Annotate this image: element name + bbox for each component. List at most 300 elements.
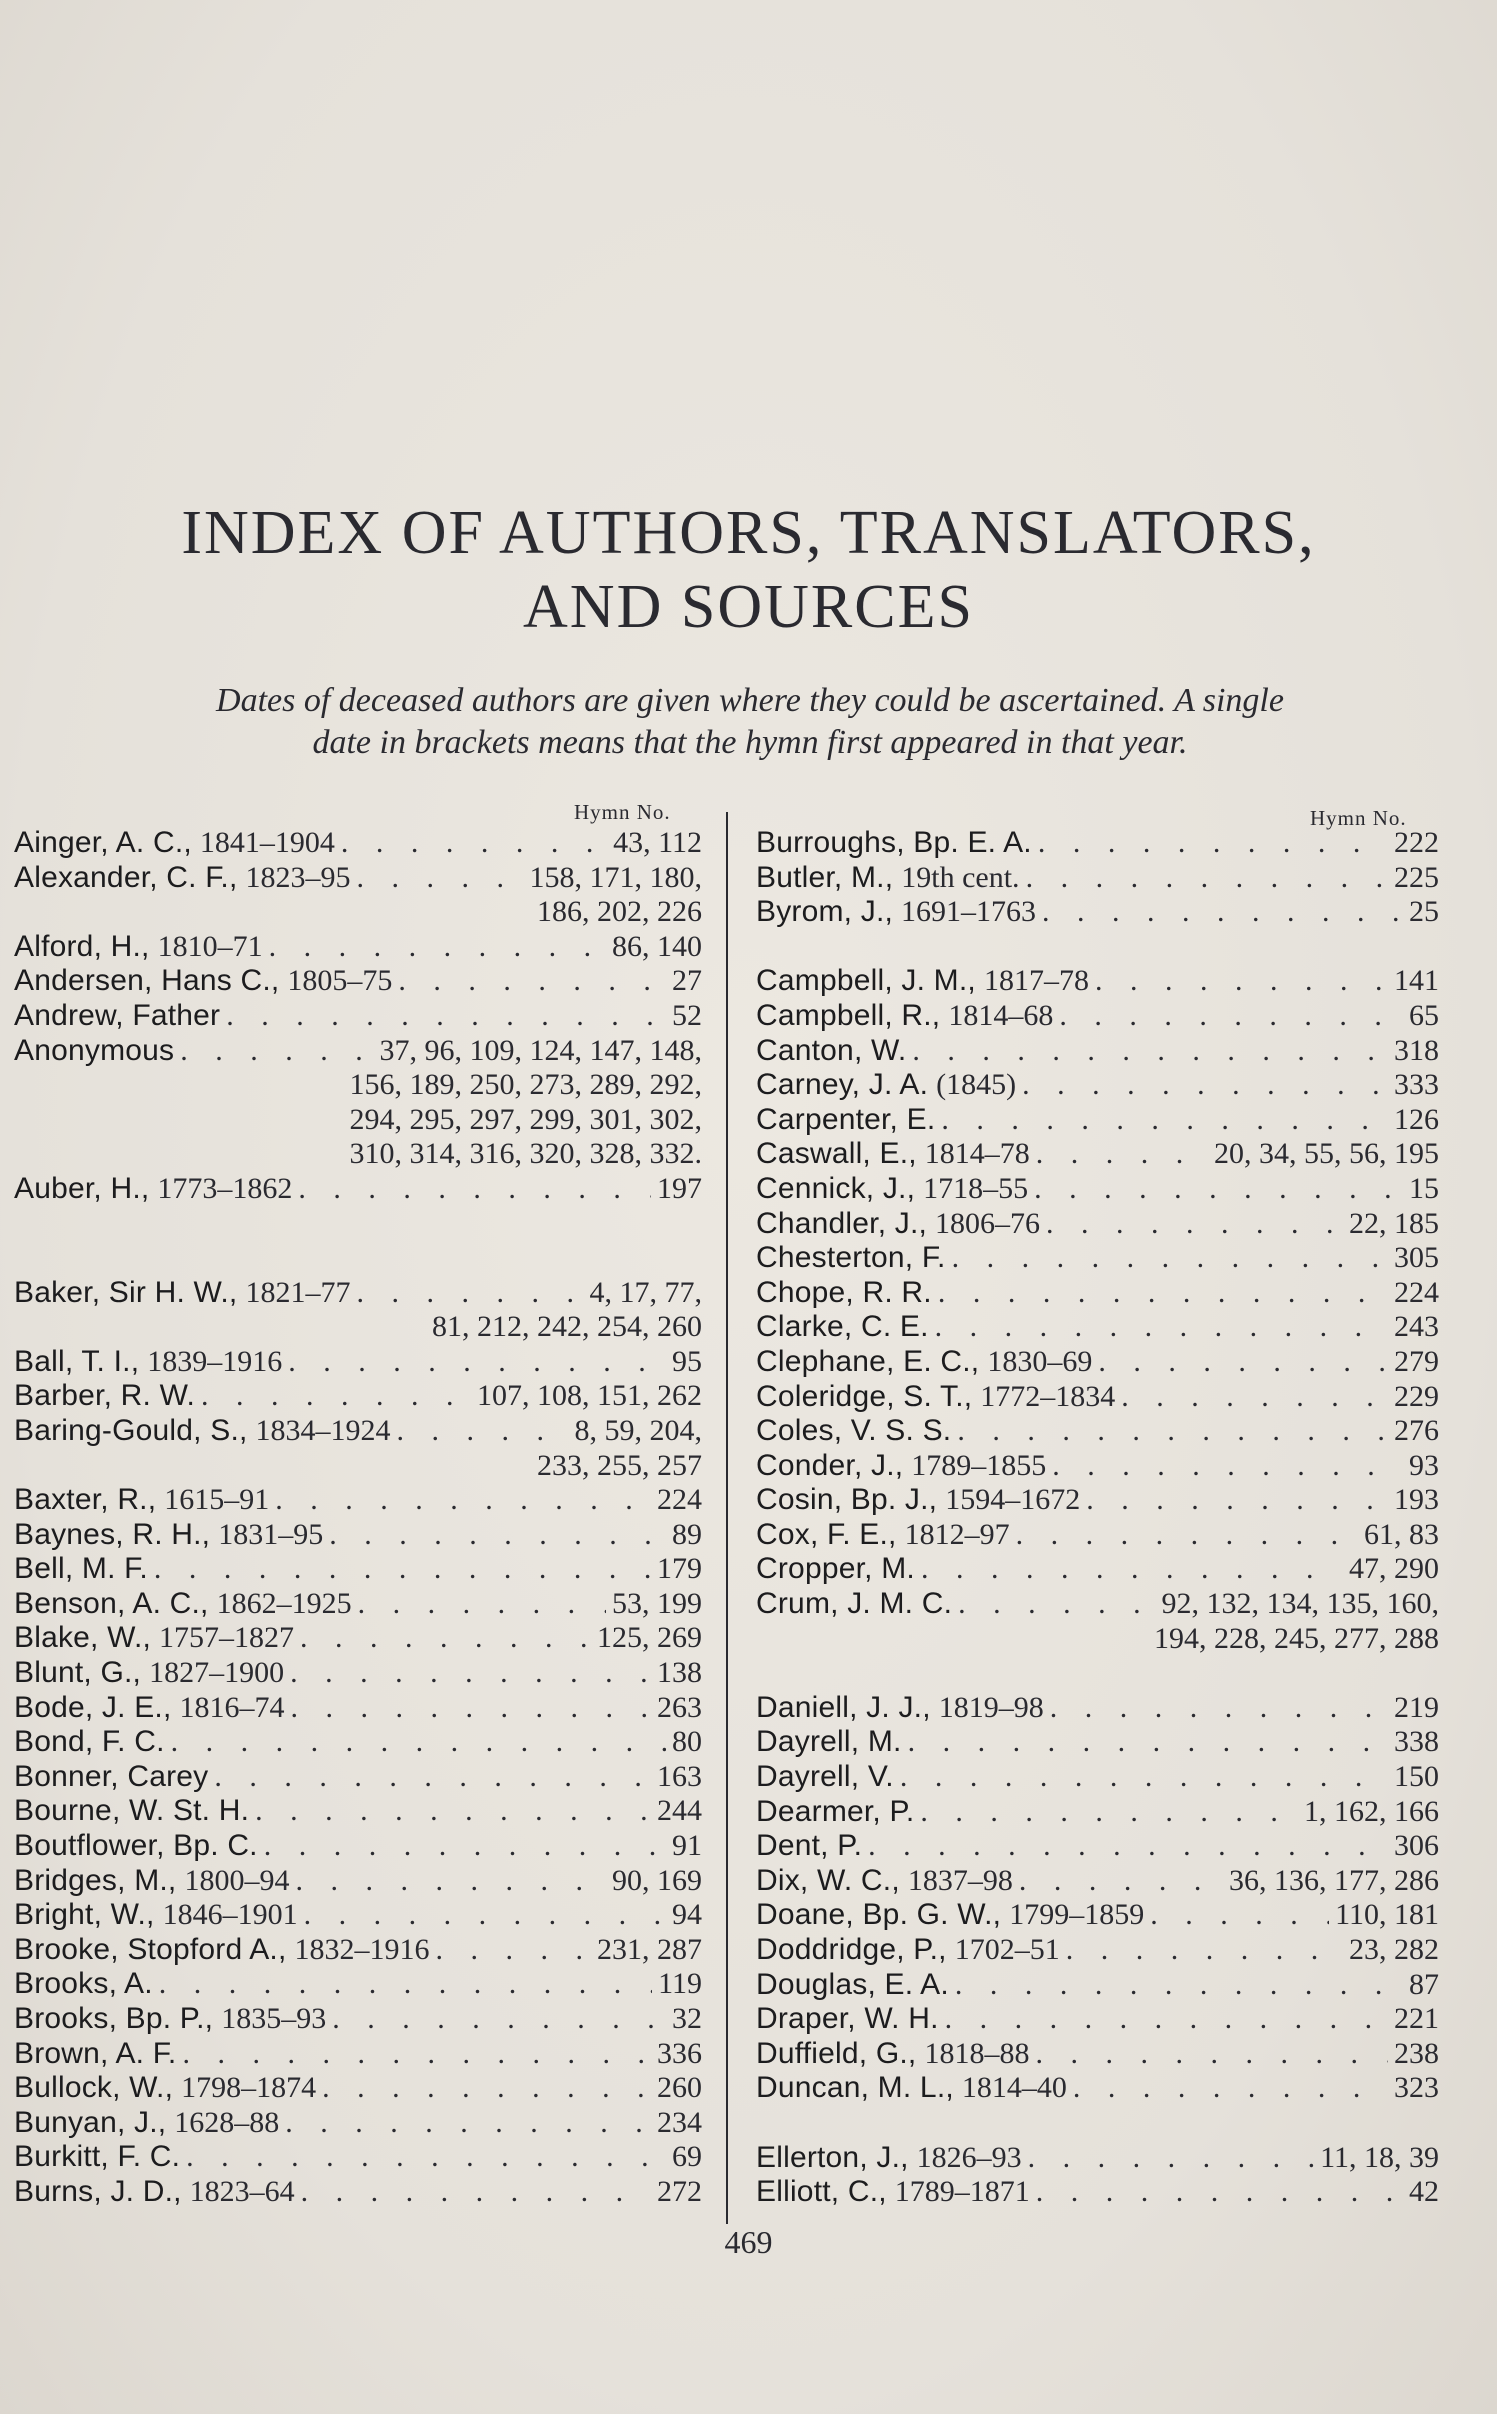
hymn-numbers: 231, 287 [597,1932,702,1966]
index-entry [756,1068,1439,1103]
index-entry [14,1898,702,1933]
hymn-numbers-continued: 233, 255, 257 [537,1448,702,1482]
column-divider [726,812,728,2224]
author-name: Dayrell, M. [756,1725,902,1759]
dot-leader [921,1552,1343,1587]
author-name: Bright, W., [14,1898,155,1932]
index-entry [14,861,702,930]
author-name: Bonner, Carey [14,1759,209,1793]
hymn-numbers: 86, 140 [612,929,702,963]
hymn-numbers: 234 [657,2105,702,2139]
author-dates: 1839–1916 [147,1344,283,1378]
letter-group-spacer [756,2106,1439,2141]
index-entry [14,1034,702,1172]
hymn-numbers-continued: 294, 295, 297, 299, 301, 302, [349,1102,702,1136]
dot-leader [1019,1864,1223,1899]
dot-leader [171,1725,666,1760]
index-entry [756,1691,1439,1726]
dot-leader [1022,1068,1388,1103]
hymn-numbers: 15 [1409,1171,1439,1205]
index-entry [756,1587,1439,1656]
author-name: Doane, Bp. G. W., [756,1898,1002,1932]
dot-leader [957,1414,1388,1449]
author-name: Dayrell, V. [756,1760,894,1794]
hymn-numbers: 141 [1394,964,1439,998]
author-dates: (1845) [936,1068,1017,1102]
dot-leader [955,1968,1403,2003]
author-name: Canton, W. [756,1033,907,1067]
author-dates: 1835–93 [221,2002,327,2035]
dot-leader [1050,1691,1388,1726]
index-entry [14,1276,702,1345]
index-entry [756,826,1439,861]
index-entry [14,1933,702,1968]
index-entry [14,1552,702,1587]
dot-leader [938,1276,1388,1311]
dot-leader [941,1103,1388,1138]
author-dates: 1830–69 [987,1344,1093,1378]
author-dates: 1834–1924 [255,1413,391,1447]
hymn-numbers: 126 [1394,1102,1439,1136]
index-entry [756,1933,1439,1968]
hymn-numbers: 338 [1394,1725,1439,1759]
index-title-line-2: AND SOURCES [523,573,974,641]
index-entry [14,1414,702,1483]
dot-leader [322,2071,651,2106]
author-dates: 1806–76 [935,1206,1041,1240]
index-entry [756,1207,1439,1242]
dot-leader [269,930,606,965]
hymn-numbers-continued: 81, 212, 242, 254, 260 [432,1310,702,1344]
index-entry [756,2002,1439,2037]
hymn-numbers: 179 [657,1552,702,1586]
author-dates: 1814–68 [948,998,1054,1032]
index-entry [14,1483,702,1518]
author-dates: 1772–1834 [980,1379,1116,1413]
author-dates: 1841–1904 [199,826,335,859]
index-entry [14,2106,702,2141]
index-entry [14,1760,702,1795]
dot-leader [1052,1449,1403,1484]
author-dates: 1846–1901 [162,1898,298,1932]
index-entry [14,2037,702,2072]
author-dates: 1594–1672 [945,1483,1081,1517]
author-dates: 1798–1874 [181,2071,317,2105]
author-name: Boutflower, Bp. C. [14,1829,258,1863]
index-entry [14,1829,702,1864]
author-name: Burns, J. D., [14,2174,182,2208]
index-entry [756,1968,1439,2003]
dot-leader [285,2106,651,2141]
dot-leader [226,999,666,1034]
dot-leader [1036,1137,1208,1172]
hymn-numbers: 318 [1394,1033,1439,1067]
author-dates: 1823–64 [189,2174,295,2208]
author-dates: 1805–75 [287,964,393,998]
dot-leader [357,861,524,896]
index-entry [756,964,1439,999]
hymn-numbers: 43, 112 [613,826,702,859]
hymn-numbers: 158, 171, 180, [529,860,702,894]
dot-leader [1028,2141,1314,2176]
hymn-numbers: 225 [1394,860,1439,894]
index-entry [756,1103,1439,1138]
dot-leader [298,1172,651,1207]
hymn-numbers: 125, 269 [597,1621,702,1655]
index-entry [756,895,1439,930]
author-name: Bourne, W. St. H. [14,1794,250,1828]
author-name: Ball, T. I., [14,1344,140,1378]
author-name: Brooke, Stopford A., [14,1932,287,1966]
dot-leader [908,1725,1388,1760]
dot-leader [341,826,607,861]
hymn-numbers: 238 [1394,2036,1439,2070]
hymn-numbers: 37, 96, 109, 124, 147, 148, [379,1033,702,1067]
dot-leader [920,1795,1298,1830]
index-entry [14,999,702,1034]
dot-leader [1036,2175,1403,2210]
page-number: 469 [724,2224,773,2260]
dot-leader [1042,895,1403,930]
author-name: Brown, A. F. [14,2036,177,2070]
hymn-numbers: 276 [1394,1414,1439,1448]
author-name: Brooks, Bp. P., [14,2002,214,2035]
hymn-numbers: 11, 18, 39 [1320,2140,1439,2174]
dot-leader [182,2037,651,2072]
index-entry [14,1345,702,1380]
author-name: Cropper, M. [756,1552,915,1586]
index-entry [756,1864,1439,1899]
hymn-numbers: 20, 34, 55, 56, 195 [1214,1137,1439,1171]
index-entry [756,1310,1439,1345]
hymn-numbers: 25 [1409,895,1439,929]
index-entry [14,1794,702,1829]
index-entry [756,1380,1439,1415]
author-name: Dearmer, P. [756,1794,915,1828]
author-name: Clarke, C. E. [756,1310,929,1344]
hymn-numbers: 69 [672,2140,702,2174]
author-name: Blake, W., [14,1621,152,1655]
author-name: Ainger, A. C., [14,826,192,859]
index-entry [14,1518,702,1553]
author-dates: 1814–40 [961,2071,1067,2105]
dot-leader [1150,1898,1329,1933]
index-entry [14,2071,702,2106]
index-entry [756,999,1439,1034]
author-name: Cox, F. E., [756,1517,897,1551]
author-name: Baynes, R. H., [14,1517,211,1551]
index-entry [14,2175,702,2210]
hymn-numbers: 221 [1394,2002,1439,2036]
right-index-column [756,826,1439,2210]
dot-leader [301,2175,651,2210]
author-dates: 1615–91 [164,1483,270,1517]
hymn-numbers: 8, 59, 204, [574,1413,702,1447]
dot-leader [1095,964,1388,999]
author-name: Anonymous [14,1033,175,1067]
hymn-numbers: 32 [672,2002,702,2035]
dot-leader [1121,1380,1388,1415]
index-entry [756,1725,1439,1760]
hymn-numbers: 94 [672,1898,702,1932]
hymn-numbers: 93 [1409,1448,1439,1482]
author-name: Crum, J. M. C. [756,1587,953,1621]
dot-leader [1046,1207,1343,1242]
author-name: Bridges, M., [14,1863,177,1897]
author-name: Bell, M. F. [14,1552,148,1586]
letter-group-spacer [756,1656,1439,1691]
author-name: Conder, J., [756,1448,904,1482]
author-dates: 1773–1862 [157,1171,293,1205]
author-name: Alexander, C. F., [14,860,238,894]
hymn-numbers-continued: 186, 202, 226 [537,895,702,929]
author-name: Bond, F. C. [14,1725,165,1759]
hymn-numbers: 224 [657,1483,702,1517]
index-entry [14,1864,702,1899]
letter-group-spacer [756,930,1439,965]
hymn-numbers: 22, 185 [1349,1206,1439,1240]
dot-leader [186,2140,666,2175]
dot-leader [1059,999,1403,1034]
author-name: Burroughs, Bp. E. A. [756,826,1032,859]
dot-leader [180,1034,373,1069]
author-name: Daniell, J. J., [756,1690,931,1724]
dot-leader [290,1656,651,1691]
index-entry [756,861,1439,896]
hymn-numbers: 42 [1409,2175,1439,2209]
author-dates: 1800–94 [184,1863,290,1897]
author-dates: 1837–98 [907,1863,1013,1897]
hymn-numbers: 272 [657,2174,702,2208]
index-entry [756,1829,1439,1864]
dot-leader [436,1933,592,1968]
author-name: Clephane, E. C., [756,1344,980,1378]
author-dates: 1810–71 [157,929,263,963]
dot-leader [935,1310,1388,1345]
dot-leader [304,1898,666,1933]
hymn-numbers: 244 [657,1794,702,1828]
index-entry [756,1483,1439,1518]
author-dates: 1812–97 [904,1517,1010,1551]
hymn-numbers: 260 [657,2071,702,2105]
author-name: Brooks, A. [14,1967,153,2001]
dot-leader [1073,2071,1388,2106]
author-name: Baxter, R., [14,1483,157,1517]
hymn-numbers: 333 [1394,1068,1439,1102]
author-dates: 19th cent. [901,860,1020,894]
author-dates: 1789–1871 [894,2175,1030,2209]
author-name: Coleridge, S. T., [756,1379,973,1413]
index-entry [14,1587,702,1622]
dot-leader [945,2002,1388,2037]
author-dates: 1816–74 [179,1690,285,1724]
dot-leader [290,1691,651,1726]
author-dates: 1691–1763 [901,895,1037,929]
hymn-numbers: 163 [657,1759,702,1793]
dot-leader [958,1587,1155,1622]
author-name: Campbell, R., [756,998,941,1032]
author-dates: 1789–1855 [911,1448,1047,1482]
author-dates: 1819–98 [938,1690,1044,1724]
dot-leader [154,1552,651,1587]
dot-leader [952,1241,1388,1276]
dot-leader [1086,1483,1388,1518]
index-entry [756,1172,1439,1207]
dot-leader [398,964,666,999]
index-entry [756,2071,1439,2106]
hymn-numbers: 119 [658,1967,702,2001]
dot-leader [356,1276,583,1311]
index-entry [756,2141,1439,2176]
index-entry [14,1656,702,1691]
hymn-numbers: 224 [1394,1275,1439,1309]
dot-leader [900,1760,1388,1795]
author-name: Burkitt, F. C. [14,2140,181,2174]
author-dates: 1832–1916 [294,1932,430,1966]
index-entry [756,1137,1439,1172]
hymn-numbers: 193 [1394,1483,1439,1517]
author-name: Duncan, M. L., [756,2071,954,2105]
author-dates: 1718–55 [923,1171,1029,1205]
author-name: Andersen, Hans C., [14,964,280,998]
author-name: Chope, R. R. [756,1275,932,1309]
author-name: Butler, M., [756,860,894,894]
author-dates: 1628–88 [174,2105,280,2139]
hymn-numbers: 61, 83 [1364,1517,1439,1551]
author-name: Chandler, J., [756,1206,928,1240]
index-entry [14,1967,702,2002]
index-entry [756,1449,1439,1484]
dot-leader [1066,1933,1343,1968]
hymn-numbers: 89 [672,1517,702,1551]
author-name: Elliott, C., [756,2175,887,2209]
author-name: Bunyan, J., [14,2105,167,2139]
dot-leader [288,1345,666,1380]
author-dates: 1823–95 [245,860,351,894]
index-entry [756,1552,1439,1587]
hymn-numbers: 95 [672,1344,702,1378]
author-name: Blunt, G., [14,1656,142,1690]
hymn-numbers-continued: 156, 189, 250, 273, 289, 292, [349,1068,702,1102]
hymn-numbers: 243 [1394,1310,1439,1344]
author-name: Dix, W. C., [756,1863,900,1897]
index-subtitle-line-2: date in brackets means that the hymn first appeared in that year. [312,724,1188,761]
author-dates: 1826–93 [916,2140,1022,2174]
hymn-numbers: 92, 132, 134, 135, 160, [1161,1587,1439,1621]
index-entry [14,1621,702,1656]
author-name: Chesterton, F. [756,1241,946,1275]
hymn-numbers: 219 [1394,1690,1439,1724]
author-dates: 1827–1900 [149,1656,285,1690]
dot-leader [255,1794,651,1829]
index-entry [14,2140,702,2175]
author-name: Douglas, E. A. [756,1967,949,2001]
index-entry [14,1172,702,1207]
index-subtitle-line-1: Dates of deceased authors are given where they could be ascertained. A single [216,682,1284,719]
author-dates: 1814–78 [924,1137,1030,1171]
author-dates: 1818–88 [924,2036,1030,2070]
author-name: Carpenter, E. [756,1102,936,1136]
index-entry [756,1760,1439,1795]
hymn-numbers: 1, 162, 166 [1304,1794,1439,1828]
author-name: Baring-Gould, S., [14,1413,248,1447]
author-name: Benson, A. C., [14,1586,209,1620]
dot-leader [295,1864,606,1899]
author-name: Coles, V. S. S. [756,1414,952,1448]
dot-leader [329,1518,666,1553]
dot-leader [1026,861,1388,896]
hymn-numbers: 306 [1394,1829,1439,1863]
author-name: Ellerton, J., [756,2140,909,2174]
author-name: Cennick, J., [756,1171,916,1205]
index-entry [14,826,702,861]
author-name: Doddridge, P., [756,1933,947,1966]
hymn-numbers: 150 [1394,1760,1439,1794]
author-name: Duffield, G., [756,2036,917,2070]
author-name: Campbell, J. M., [756,964,976,998]
index-entry [14,1691,702,1726]
dot-leader [1098,1345,1388,1380]
dot-leader [332,2002,666,2037]
hymn-numbers: 53, 199 [612,1586,702,1620]
dot-leader [397,1414,569,1449]
author-name: Cosin, Bp. J., [756,1483,938,1517]
dot-leader [912,1034,1388,1069]
index-entry [756,1518,1439,1553]
index-entry [756,1414,1439,1449]
hymn-numbers: 229 [1394,1379,1439,1413]
dot-leader [1016,1518,1358,1553]
author-dates: 1831–95 [218,1517,324,1551]
author-dates: 1799–1859 [1009,1898,1145,1932]
hymn-numbers-continued: 310, 314, 316, 320, 328, 332. [349,1137,702,1171]
dot-leader [300,1621,591,1656]
index-entry [756,2175,1439,2210]
hymn-numbers: 4, 17, 77, [589,1275,702,1309]
hymn-numbers: 65 [1409,998,1439,1032]
hymn-numbers: 87 [1409,1967,1439,2001]
index-entry [756,1898,1439,1933]
index-entry [756,1345,1439,1380]
author-dates: 1821–77 [245,1275,351,1309]
hymn-numbers-continued: 194, 228, 245, 277, 288 [1154,1621,1439,1655]
index-title-line-1: INDEX OF AUTHORS, TRANSLATORS, [181,499,1316,567]
author-name: Caswall, E., [756,1137,917,1171]
dot-leader [868,1829,1388,1864]
author-name: Andrew, Father [14,998,221,1032]
author-name: Auber, H., [14,1171,150,1205]
left-index-column [14,826,702,2210]
author-name: Carney, J. A. [756,1068,929,1102]
dot-leader [358,1587,606,1622]
author-name: Byrom, J., [756,895,894,929]
dot-leader [275,1483,651,1518]
hymn-numbers: 47, 290 [1349,1552,1439,1586]
author-name: Alford, H., [14,929,150,963]
index-entry [756,1034,1439,1069]
hymn-numbers: 27 [672,964,702,998]
author-name: Bode, J. E., [14,1690,172,1724]
hymn-numbers: 91 [672,1829,702,1863]
dot-leader [1038,826,1388,861]
index-entry [14,1379,702,1414]
hymn-numbers: 197 [657,1171,702,1205]
index-entry [14,1725,702,1760]
dot-leader [201,1379,471,1414]
hymn-numbers: 52 [672,998,702,1032]
author-name: Draper, W. H. [756,2002,939,2036]
index-entry [756,1795,1439,1830]
